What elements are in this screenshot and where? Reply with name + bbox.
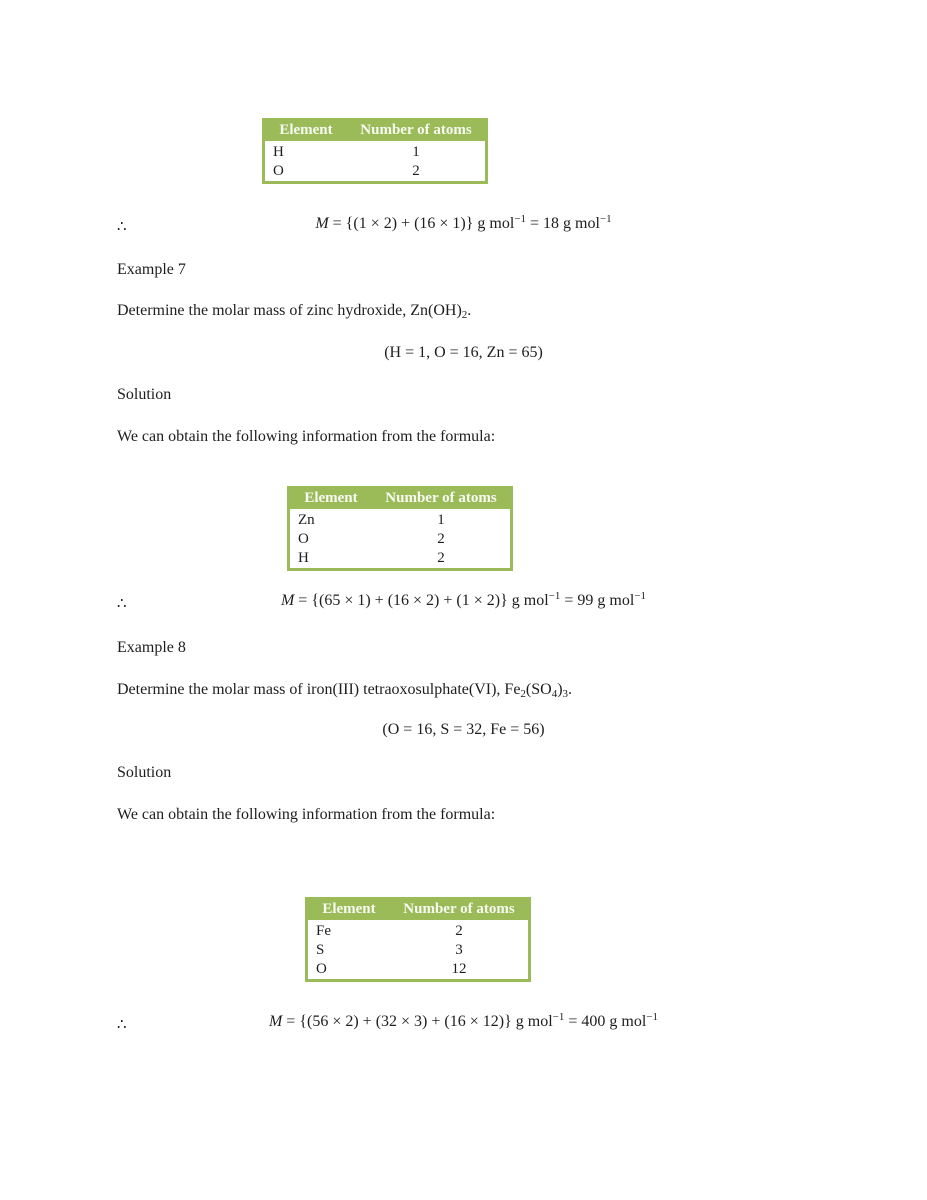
- atoms-table-iron-sulphate: [305, 897, 531, 982]
- column-header-element: Element: [290, 489, 372, 511]
- element-cell: Fe: [316, 923, 331, 939]
- column-header-atoms: Number of atoms: [390, 900, 528, 922]
- element-cell: S: [316, 942, 325, 958]
- atoms-cell: 12: [451, 961, 467, 977]
- example-7-given-values: (H = 1, O = 16, Zn = 65): [384, 344, 543, 361]
- example-8-solution-label: Solution: [117, 764, 172, 781]
- table-row: [308, 941, 528, 960]
- example-8-prompt: Determine the molar mass of iron(III) tetraoxosulphate(VI), $Fe_2(SO_4)_3$.: [117, 681, 573, 700]
- element-cell: O: [273, 163, 284, 179]
- atoms-cell: 2: [455, 923, 463, 939]
- element-cell: O: [298, 531, 309, 547]
- element-cell: O: [316, 961, 327, 977]
- element-cell: H: [298, 550, 309, 566]
- table-row: [290, 530, 510, 549]
- molar-mass-formula: M = {(1 × 2) + (16 × 1)} g mol$^{-1}$ = 18 g mol$^{-1}$: [315, 213, 612, 232]
- table-row: [290, 549, 510, 568]
- column-header-atoms: Number of atoms: [372, 489, 510, 511]
- example-8-given-values: (O = 16, S = 32, Fe = 56): [382, 721, 545, 738]
- example-7-prompt: Determine the molar mass of zinc hydroxide, $Zn(OH)_2$.: [117, 302, 472, 321]
- atoms-table-water: [262, 118, 488, 184]
- conclusion-line-water: [117, 212, 810, 236]
- column-header-atoms: Number of atoms: [347, 121, 485, 143]
- example-8-heading: Example 8: [117, 639, 186, 656]
- table-row: [308, 960, 528, 979]
- column-header-element: Element: [265, 121, 347, 143]
- atoms-cell: 1: [412, 144, 420, 160]
- element-cell: Zn: [298, 512, 315, 528]
- example-7-solution-label: Solution: [117, 386, 172, 403]
- therefore-symbol: ∴: [117, 596, 127, 612]
- element-cell: H: [273, 144, 284, 160]
- table-row: [265, 143, 485, 162]
- table-header-row: [290, 489, 510, 511]
- molar-mass-formula: M = {(65 × 1) + (16 × 2) + (1 × 2)} g mol$^{-1}$ = 99 g mol$^{-1}$: [280, 590, 647, 609]
- conclusion-line-iron-sulphate: [117, 1010, 810, 1034]
- table-header-row: [308, 900, 528, 922]
- table-header-row: [265, 121, 485, 143]
- atoms-cell: 2: [437, 550, 445, 566]
- table-row: [308, 922, 528, 941]
- atoms-cell: 2: [412, 163, 420, 179]
- conclusion-line-zinc-hydroxide: [117, 589, 810, 613]
- example-7-heading: Example 7: [117, 261, 186, 278]
- atoms-cell: 2: [437, 531, 445, 547]
- table-row: [265, 162, 485, 181]
- example-7-info-text: We can obtain the following information from the formula:: [117, 428, 496, 445]
- atoms-table-zinc-hydroxide: [287, 486, 513, 571]
- column-header-element: Element: [308, 900, 390, 922]
- table-row: [290, 511, 510, 530]
- therefore-symbol: ∴: [117, 219, 127, 235]
- example-8-info-text: We can obtain the following information from the formula:: [117, 806, 496, 823]
- atoms-cell: 3: [455, 942, 463, 958]
- molar-mass-formula: M = {(56 × 2) + (32 × 3) + (16 × 12)} g mol$^{-1}$ = 400 g mol$^{-1}$: [268, 1011, 659, 1030]
- atoms-cell: 1: [437, 512, 445, 528]
- therefore-symbol: ∴: [117, 1017, 127, 1033]
